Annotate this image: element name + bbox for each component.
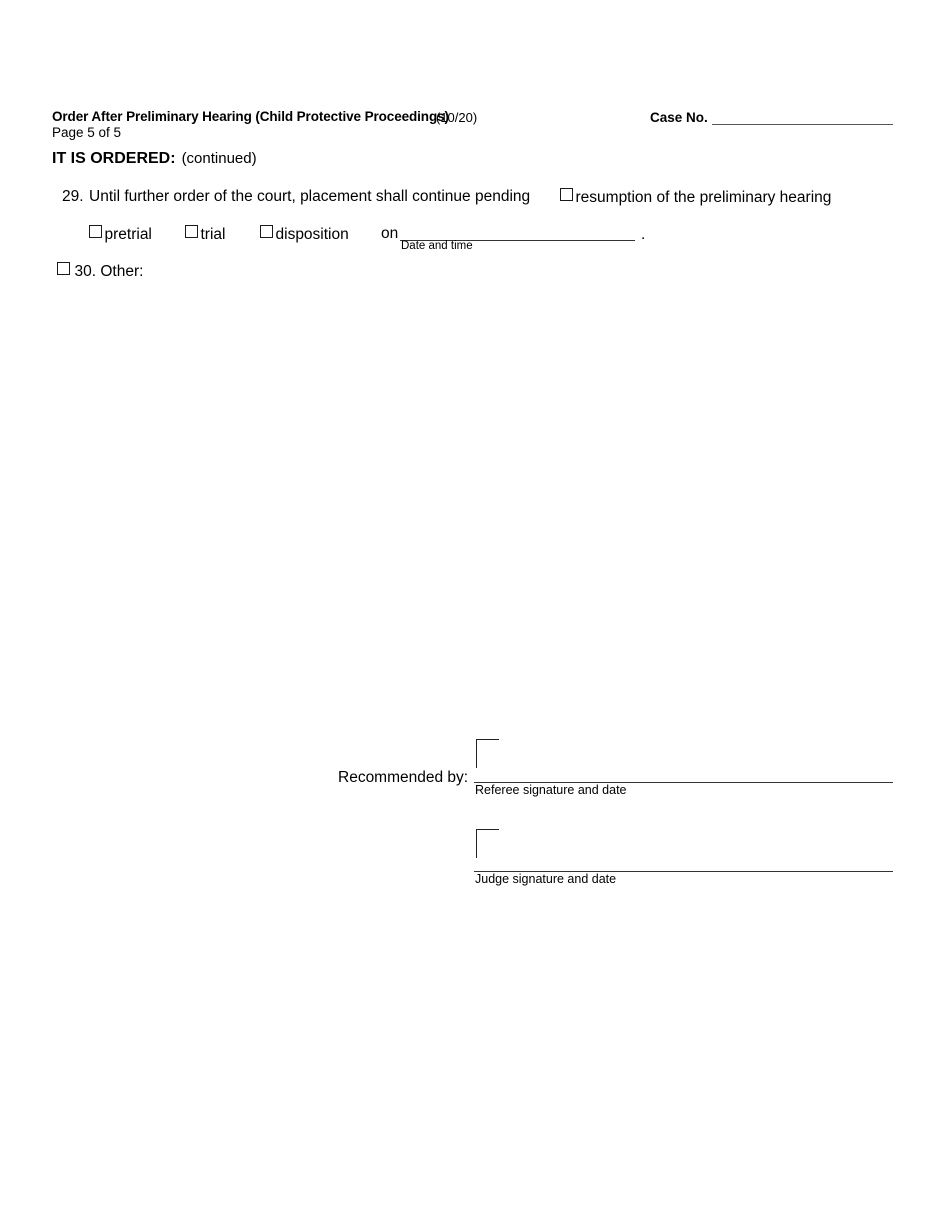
it-is-ordered-label: IT IS ORDERED: <box>52 150 176 167</box>
date-and-time-caption: Date and time <box>401 240 473 252</box>
checkbox-option-trial[interactable] <box>185 225 225 244</box>
continued-label: (continued) <box>181 150 257 167</box>
checkbox-trial-icon[interactable] <box>185 225 198 238</box>
it-is-ordered-heading <box>52 150 257 168</box>
judge-signature-caption: Judge signature and date <box>475 872 617 886</box>
checkbox-resumption-label: resumption of the preliminary hearing <box>575 188 832 206</box>
checkbox-other-icon[interactable] <box>57 262 70 275</box>
checkbox-option-resumption[interactable] <box>560 188 831 207</box>
checkbox-pretrial-icon[interactable] <box>89 225 102 238</box>
checkbox-option-pretrial[interactable] <box>89 225 152 244</box>
checkbox-pretrial-label: pretrial <box>104 225 152 243</box>
judge-signature-bracket-icon <box>476 829 499 858</box>
on-label: on <box>381 225 399 242</box>
case-number-input-line[interactable] <box>712 124 893 125</box>
referee-signature-bracket-icon <box>476 739 499 768</box>
form-revision-date: (10/20) <box>436 110 478 125</box>
item-29-text: Until further order of the court, placement shall continue pending <box>89 188 531 205</box>
page-number: Page 5 of 5 <box>52 125 122 140</box>
checkbox-disposition-label: disposition <box>275 225 349 243</box>
item-29-number: 29. <box>62 188 84 205</box>
checkbox-option-other[interactable] <box>57 262 143 281</box>
recommended-by-label: Recommended by: <box>338 769 469 786</box>
sentence-period: . <box>641 226 646 243</box>
checkbox-option-disposition[interactable] <box>260 225 349 244</box>
checkbox-trial-label: trial <box>200 225 226 243</box>
case-number-label: Case No. <box>650 110 708 125</box>
referee-signature-caption: Referee signature and date <box>475 783 627 797</box>
item-30-label: 30. Other: <box>74 262 144 280</box>
checkbox-disposition-icon[interactable] <box>260 225 273 238</box>
checkbox-resumption-icon[interactable] <box>560 188 573 201</box>
form-title: Order After Preliminary Hearing (Child Protective Proceedings) <box>52 109 449 124</box>
